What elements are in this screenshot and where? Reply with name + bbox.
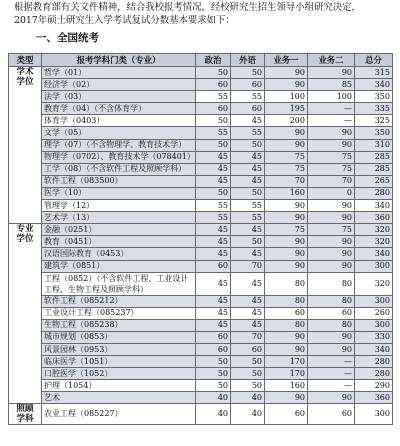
subject-cell: 城市规划（0853） [42, 331, 196, 343]
language-score-cell: 50 [231, 67, 265, 79]
intro-line-2: 2017年硕士研究生入学考试复试分数基本要求如下： [14, 15, 235, 26]
header-course1: 业务一 [265, 54, 308, 67]
course1-score-cell: 90 [265, 79, 308, 91]
course1-score-cell: 90 [265, 67, 308, 79]
course1-score-cell: 80 [265, 319, 308, 331]
language-score-cell: 45 [231, 115, 265, 127]
course2-score-cell: 75 [308, 151, 355, 163]
table-row [9, 307, 393, 319]
course1-score-cell: 75 [265, 151, 308, 163]
subject-cell: 风景园林（0953） [42, 343, 196, 355]
course2-score-cell: 80 [308, 295, 355, 307]
table-row [9, 356, 393, 368]
table-row [9, 224, 393, 236]
politics-score-cell: 40 [196, 404, 231, 425]
course2-score-cell: 90 [308, 331, 355, 343]
subject-cell: 医学（10） [42, 187, 196, 199]
language-score-cell: 50 [231, 380, 265, 392]
language-score-cell: 50 [231, 356, 265, 368]
total-score-cell: 265 [355, 175, 393, 187]
table-row [9, 115, 393, 127]
subject-cell: 体育学（0403） [42, 115, 196, 127]
politics-score-cell: 45 [196, 175, 231, 187]
category-cell: 照顾 学科 [9, 404, 42, 425]
politics-score-cell: 45 [196, 163, 231, 175]
total-score-cell: 350 [355, 127, 393, 139]
language-score-cell: 60 [231, 343, 265, 355]
table-row [9, 67, 393, 79]
course1-score-cell: 90 [265, 139, 308, 151]
table-row [9, 91, 393, 103]
subject-cell: 生物工程（085238） [42, 319, 196, 331]
total-score-cell: 300 [355, 404, 393, 425]
language-score-cell: 55 [231, 127, 265, 139]
total-score-cell: 260 [355, 307, 393, 319]
total-score-cell: 340 [355, 79, 393, 91]
course2-score-cell: 85 [308, 79, 355, 91]
language-score-cell: 50 [231, 236, 265, 248]
language-score-cell: 45 [231, 272, 265, 295]
language-score-cell: 45 [231, 295, 265, 307]
politics-score-cell: 45 [196, 319, 231, 331]
intro-line-1: 根据教育部有关文件精神，结合我校报考情况，经校研究生招生领导小组研究决定， [14, 2, 361, 13]
course1-score-cell: 75 [265, 224, 308, 236]
language-score-cell: 40 [231, 392, 265, 404]
course2-score-cell: 75 [308, 224, 355, 236]
course2-score-cell: 90 [308, 260, 355, 272]
course2-score-cell: 90 [308, 248, 355, 260]
subject-cell: 软件工程（085212） [42, 295, 196, 307]
language-score-cell: 60 [231, 103, 265, 115]
table-row [9, 103, 393, 115]
course1-score-cell: 90 [265, 331, 308, 343]
table-row [9, 319, 393, 331]
category-cell: 专业 学位 [9, 224, 42, 404]
language-score-cell: 45 [231, 319, 265, 331]
language-score-cell: 70 [231, 260, 265, 272]
subject-cell: 艺术学（13） [42, 212, 196, 224]
table-row [9, 163, 393, 175]
politics-score-cell: 45 [196, 224, 231, 236]
table-row [9, 272, 393, 295]
language-score-cell: 45 [231, 151, 265, 163]
table-row [9, 127, 393, 139]
total-score-cell: 325 [355, 115, 393, 127]
total-score-cell: 360 [355, 212, 393, 224]
politics-score-cell: 45 [196, 236, 231, 248]
table-row [9, 295, 393, 307]
header-subject: 报考学科门类（专业） [42, 54, 196, 67]
language-score-cell: 45 [231, 307, 265, 319]
subject-cell: 护理（1054） [42, 380, 196, 392]
table-row [9, 139, 393, 151]
table-body [9, 67, 393, 425]
section-title: 一、全国统考 [36, 32, 99, 44]
subject-cell: 法学（03） [42, 91, 196, 103]
course2-score-cell: 70 [308, 175, 355, 187]
subject-cell: 理学（07）（不含物理学、教育技术学） [42, 139, 196, 151]
subject-cell: 文学（05） [42, 127, 196, 139]
politics-score-cell: 60 [196, 103, 231, 115]
total-score-cell: 340 [355, 200, 393, 212]
politics-score-cell: 45 [196, 151, 231, 163]
course2-score-cell: 90 [308, 139, 355, 151]
header-row [9, 54, 393, 67]
course2-score-cell: — [308, 368, 355, 380]
subject-cell: 教育（0451） [42, 236, 196, 248]
course2-score-cell: 100 [308, 91, 355, 103]
politics-score-cell: 55 [196, 127, 231, 139]
total-score-cell: 300 [355, 295, 393, 307]
language-score-cell: 45 [231, 224, 265, 236]
total-score-cell: 330 [355, 331, 393, 343]
total-score-cell: 280 [355, 187, 393, 199]
course2-score-cell: — [308, 380, 355, 392]
table-row [9, 79, 393, 91]
language-score-cell: 40 [231, 404, 265, 425]
subject-cell: 软件工程（083500） [42, 175, 196, 187]
header-language: 外语 [231, 54, 265, 67]
politics-score-cell: 55 [196, 200, 231, 212]
total-score-cell: 280 [355, 368, 393, 380]
total-score-cell: 315 [355, 67, 393, 79]
total-score-cell: 290 [355, 380, 393, 392]
politics-score-cell: 50 [196, 380, 231, 392]
course1-score-cell: 60 [265, 404, 308, 425]
politics-score-cell: 50 [196, 356, 231, 368]
subject-cell: 金融（0251） [42, 224, 196, 236]
language-score-cell: 45 [231, 163, 265, 175]
table-row [9, 248, 393, 260]
course2-score-cell: 75 [308, 163, 355, 175]
course2-score-cell: 90 [308, 392, 355, 404]
header-type: 类型 [9, 54, 42, 67]
total-score-cell: 280 [355, 356, 393, 368]
course2-score-cell: 80 [308, 272, 355, 295]
table-row [9, 331, 393, 343]
subject-cell: 口腔医学（1052） [42, 368, 196, 380]
course2-score-cell: — [308, 103, 355, 115]
course1-score-cell: 160 [265, 187, 308, 199]
total-score-cell: 335 [355, 103, 393, 115]
politics-score-cell: 55 [196, 212, 231, 224]
language-score-cell: 45 [231, 248, 265, 260]
table-row [9, 404, 393, 425]
course2-score-cell: — [308, 356, 355, 368]
course1-score-cell: 80 [265, 295, 308, 307]
politics-score-cell: 60 [196, 331, 231, 343]
course2-score-cell: 80 [308, 319, 355, 331]
table-row [9, 151, 393, 163]
language-score-cell: 55 [231, 212, 265, 224]
table-row [9, 236, 393, 248]
course1-score-cell: 90 [265, 200, 308, 212]
language-score-cell: 60 [231, 79, 265, 91]
course1-score-cell: 170 [265, 368, 308, 380]
subject-cell: 经济学（02） [42, 79, 196, 91]
subject-cell: 工学（08）（不含软件工程及照顾学科） [42, 163, 196, 175]
politics-score-cell: 60 [196, 260, 231, 272]
total-score-cell: 320 [355, 236, 393, 248]
language-score-cell: 45 [231, 175, 265, 187]
course1-score-cell: 80 [265, 272, 308, 295]
course1-score-cell: 70 [265, 175, 308, 187]
total-score-cell: 360 [355, 392, 393, 404]
politics-score-cell: 50 [196, 67, 231, 79]
total-score-cell: 300 [355, 260, 393, 272]
total-score-cell: 350 [355, 91, 393, 103]
course1-score-cell: 90 [265, 248, 308, 260]
politics-score-cell: 60 [196, 79, 231, 91]
politics-score-cell: 45 [196, 295, 231, 307]
table-row [9, 368, 393, 380]
subject-cell: 农业工程（085227） [42, 404, 196, 425]
course1-score-cell: 200 [265, 115, 308, 127]
table-row [9, 175, 393, 187]
table-row [9, 200, 393, 212]
table-row [9, 212, 393, 224]
course2-score-cell: 0 [308, 187, 355, 199]
header-politics: 政治 [196, 54, 231, 67]
language-score-cell: 50 [231, 368, 265, 380]
politics-score-cell: 50 [196, 115, 231, 127]
course1-score-cell: 90 [265, 392, 308, 404]
total-score-cell: 320 [355, 272, 393, 295]
course2-score-cell: 60 [308, 307, 355, 319]
course1-score-cell: 90 [265, 212, 308, 224]
language-score-cell: 70 [231, 331, 265, 343]
total-score-cell: 285 [355, 163, 393, 175]
subject-cell: 临床医学（1051） [42, 356, 196, 368]
course1-score-cell: 195 [265, 103, 308, 115]
language-score-cell: 55 [231, 200, 265, 212]
total-score-cell: 340 [355, 343, 393, 355]
subject-cell: 工业设计工程（085237） [42, 307, 196, 319]
course1-score-cell: 90 [265, 260, 308, 272]
language-score-cell: 50 [231, 139, 265, 151]
total-score-cell: 310 [355, 139, 393, 151]
course1-score-cell: 170 [265, 356, 308, 368]
politics-score-cell: 60 [196, 343, 231, 355]
politics-score-cell: 50 [196, 139, 231, 151]
course2-score-cell: 90 [308, 67, 355, 79]
table-row [9, 260, 393, 272]
politics-score-cell: 45 [196, 307, 231, 319]
course1-score-cell: 90 [265, 127, 308, 139]
intro-paragraph [14, 1, 398, 27]
politics-score-cell: 50 [196, 187, 231, 199]
score-table [8, 53, 393, 425]
subject-cell: 物理学（0702）、教育技术学（078401） [42, 151, 196, 163]
course2-score-cell: 60 [308, 404, 355, 425]
table-row [9, 392, 393, 404]
course2-score-cell: — [308, 115, 355, 127]
category-cell: 学术 学位 [9, 67, 42, 224]
course1-score-cell: 90 [265, 236, 308, 248]
table-row [9, 380, 393, 392]
course2-score-cell: 90 [308, 200, 355, 212]
subject-cell: 教育学（04）（不含体育学） [42, 103, 196, 115]
politics-score-cell: 45 [196, 248, 231, 260]
course1-score-cell: 60 [265, 307, 308, 319]
course2-score-cell: 90 [308, 236, 355, 248]
header-total: 总分 [355, 54, 393, 67]
politics-score-cell: 50 [196, 368, 231, 380]
politics-score-cell: 55 [196, 91, 231, 103]
language-score-cell: 50 [231, 187, 265, 199]
course2-score-cell: 90 [308, 127, 355, 139]
table-row [9, 187, 393, 199]
course1-score-cell: 160 [265, 380, 308, 392]
subject-cell: 建筑学（0851） [42, 260, 196, 272]
subject-cell: 哲学（01） [42, 67, 196, 79]
subject-cell: 工程（0852）（不含软件工程、工业设计工程、生物工程及照顾学科） [42, 272, 196, 295]
course1-score-cell: 75 [265, 163, 308, 175]
subject-cell: 汉语国际教育（0453） [42, 248, 196, 260]
course2-score-cell: 90 [308, 212, 355, 224]
total-score-cell: 300 [355, 319, 393, 331]
table-row [9, 343, 393, 355]
total-score-cell: 285 [355, 151, 393, 163]
total-score-cell: 340 [355, 248, 393, 260]
subject-cell: 管理学（12） [42, 200, 196, 212]
course1-score-cell: 90 [265, 343, 308, 355]
language-score-cell: 55 [231, 91, 265, 103]
politics-score-cell: 45 [196, 272, 231, 295]
course2-score-cell: 90 [308, 343, 355, 355]
total-score-cell: 320 [355, 224, 393, 236]
header-course2: 业务二 [308, 54, 355, 67]
politics-score-cell: 40 [196, 392, 231, 404]
course1-score-cell: 100 [265, 91, 308, 103]
subject-cell: 艺术 [42, 392, 196, 404]
